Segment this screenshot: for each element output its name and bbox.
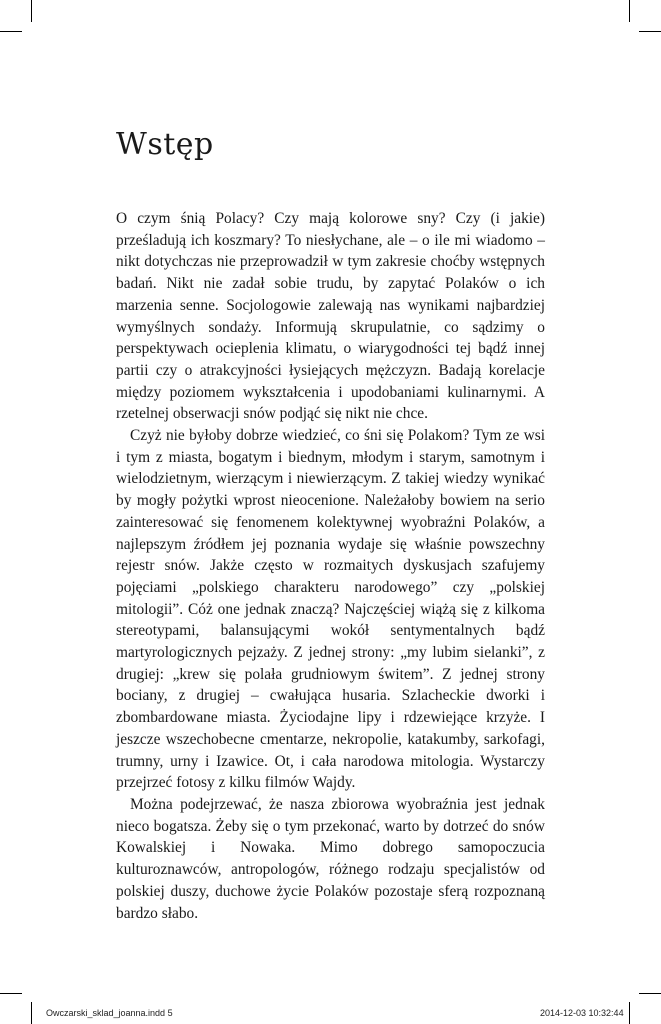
body-text [116,208,545,924]
crop-mark-left-top [0,31,22,32]
chapter-title: Wstęp [116,127,214,162]
crop-mark-bottom-right [629,1002,630,1024]
footer-timestamp: 2014-12-03 10:32:44 [540,1008,624,1018]
crop-mark-left-bottom [0,993,22,994]
crop-mark-right-top [639,31,661,32]
footer-filename: Owczarski_sklad_joanna.indd 5 [46,1008,173,1018]
paragraph-2: Czyż nie byłoby dobrze wiedzieć, co śni się Polakom? Tym ze wsi i tym z miasta, bogatym i biednym, młodym i starym, samotnym i wielodzietnym, wierzącym i niewierzącym. Z takiej wiedzy wynikać by mogły pożytki wprost nieocenione. Należałoby bowiem na serio zainteresować się fenomenem kolektywnej wyobraźni Polaków, a najlepszym źródłem jej poznania wydaje się właśnie powszechny rejestr snów. Jakże często w rozmaitych dyskusjach szafujemy pojęciami „polskiego charakteru narodowego” czy „polskiej mitologii”. Cóż one jednak znaczą? Najczęściej wiążą się z kilkoma stereotypami, balansującymi wokół sentymentalnych bądź martyrologicznych pejzaży. Z jednej strony: „my lubim sielanki”, z drugiej: „krew się polała grudniowym świtem”. Z jednej strony bociany, z drugiej – cwałująca husaria. Szlacheckie dworki i zbombardowane miasta. Życiodajne lipy i rdzewiejące krzyże. I jeszcze wszechobecne cmentarze, nekropolie, katakumby, sarkofagi, trumny, urny i Izawice. Ot, i cała narodowa mitologia. Wystarczy przejrzeć fotosy z kilku filmów Wajdy. [116,427,545,792]
crop-mark-top-right [629,0,630,22]
crop-mark-top-left [31,0,32,22]
crop-mark-bottom-left [31,1002,32,1024]
paragraph-1: O czym śnią Polacy? Czy mają kolorowe sny? Czy (i jakie) prześladują ich koszmary? To niesłychane, ale – o ile mi wiadomo – nikt dotychczas nie przeprowadził w tym zakresie choćby wstępnych badań. Nikt nie zadał sobie trudu, by zapytać Polaków o ich marzenia senne. Socjologowie zalewają nas wynikami najbardziej wymyślnych sondaży. Informują skrupulatnie, co sądzimy o perspektywach ocieplenia klimatu, o wiarygodności tej bądź innej partii czy o atrakcyjności łysiejących mężczyzn. Badają korelacje między poziomem wykształcenia i upodobaniami kulinarnymi. A rzetelnej obserwacji snów podjąć się nikt nie chce. [116,210,545,423]
crop-mark-right-bottom [639,993,661,994]
paragraph-3: Można podejrzewać, że nasza zbiorowa wyobraźnia jest jednak nieco bogatsza. Żeby się o tym przekonać, warto by dotrzeć do snów Kowalskiej i Nowaka. Mimo dobrego samopoczucia kulturoznawców, antropologów, różnego rodzaju specjalistów od polskiej duszy, duchowe życie Polaków pozostaje sferą rozpoznaną bardzo słabo. [116,795,545,922]
